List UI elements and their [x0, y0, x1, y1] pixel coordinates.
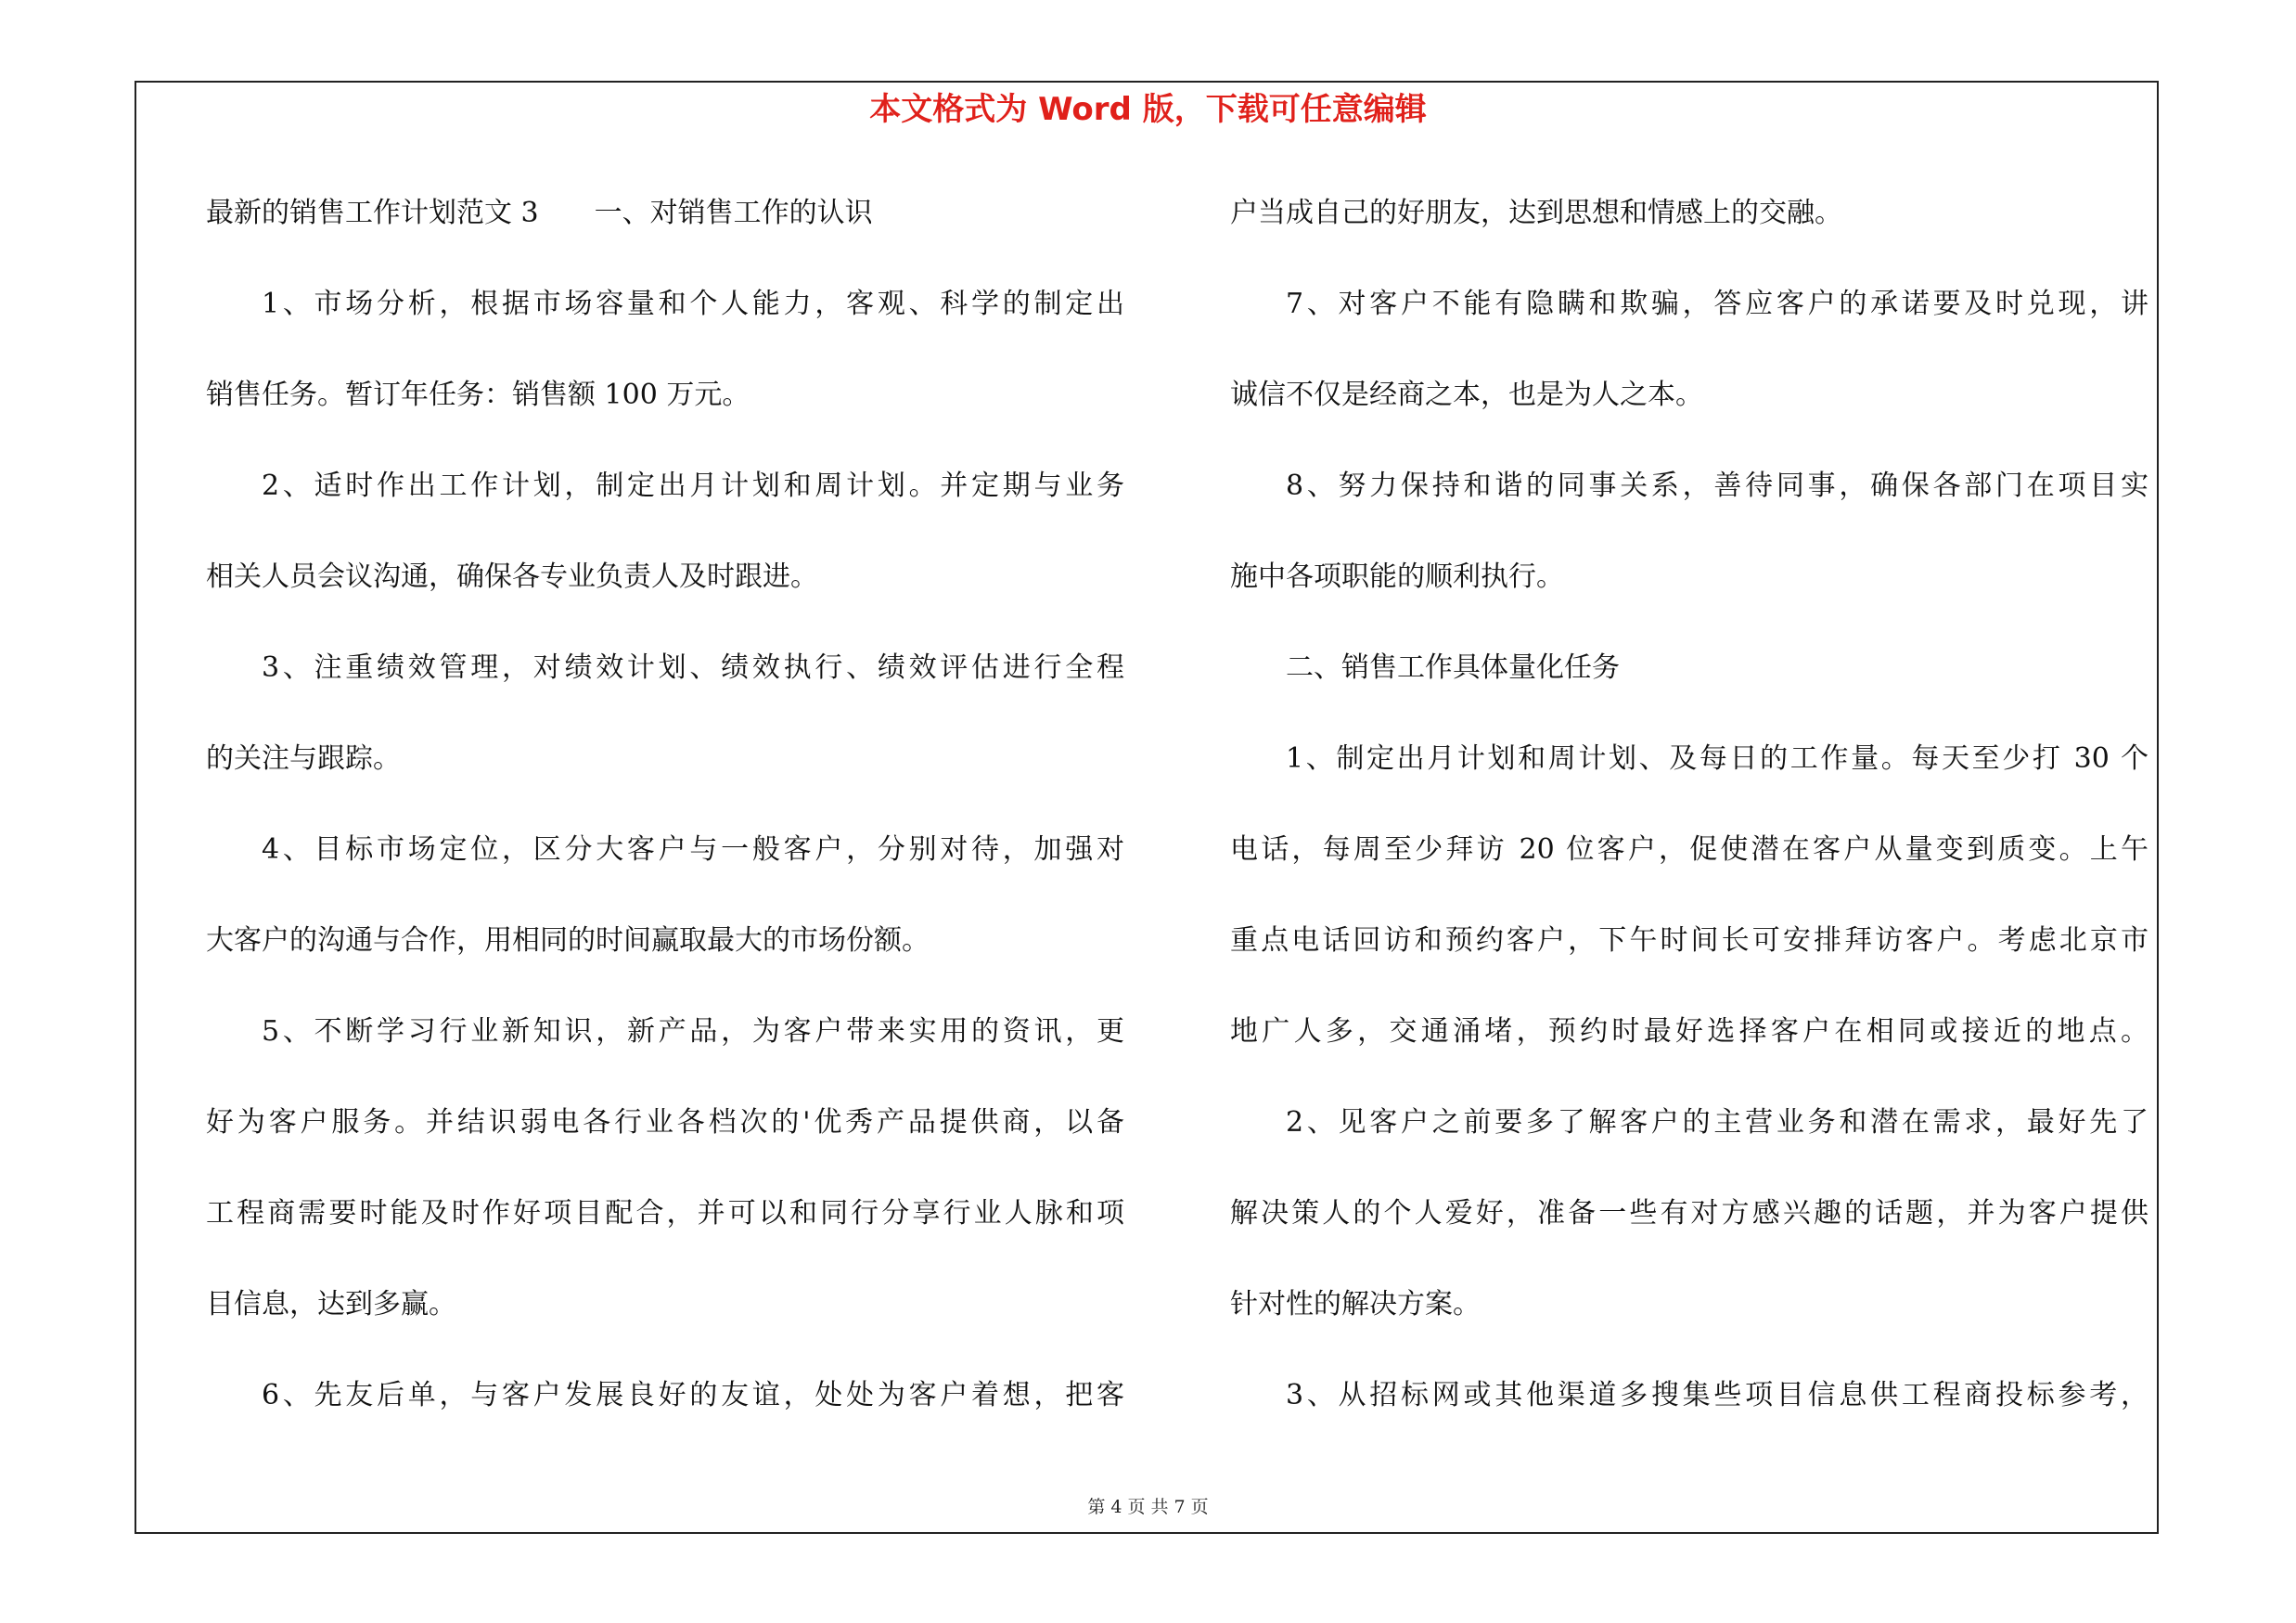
text-line: 好为客户服务。并结识弱电各行业各档次的'优秀产品提供商，以备 — [206, 1106, 1124, 1139]
text-line: 户当成自己的好朋友，达到思想和情感上的交融。 — [1230, 197, 1842, 229]
text-line: 地广人多，交通涌堵，预约时最好选择客户在相同或接近的地点。 — [1230, 1015, 2148, 1048]
section-heading: 二、销售工作具体量化任务 — [1286, 651, 1620, 684]
text-line: 4、目标市场定位，区分大客户与一般客户，分别对待，加强对 — [262, 833, 1124, 866]
right-column — [1230, 183, 2148, 1456]
text-line: 的关注与跟踪。 — [206, 742, 401, 775]
text-line: 解决策人的个人爱好，准备一些有对方感兴趣的话题，并为客户提供 — [1230, 1197, 2148, 1230]
text-line: 8、努力保持和谐的同事关系，善待同事，确保各部门在项目实 — [1286, 470, 2148, 502]
text-line: 重点电话回访和预约客户，下午时间长可安排拜访客户。考虑北京市 — [1230, 924, 2148, 957]
text-line: 3、从招标网或其他渠道多搜集些项目信息供工程商投标参考， — [1286, 1379, 2148, 1411]
text-line: 针对性的解决方案。 — [1230, 1288, 1481, 1320]
text-line: 1、市场分析，根据市场容量和个人能力，客观、科学的制定出 — [262, 288, 1124, 320]
text-line: 5、不断学习行业新知识，新产品，为客户带来实用的资讯，更 — [262, 1015, 1124, 1048]
text-line: 目信息，达到多赢。 — [206, 1288, 456, 1320]
text-line: 1、制定出月计划和周计划、及每日的工作量。每天至少打 30 个 — [1286, 742, 2148, 775]
text-line: 诚信不仅是经商之本，也是为人之本。 — [1230, 379, 1703, 411]
text-line: 2、适时作出工作计划，制定出月计划和周计划。并定期与业务 — [262, 470, 1124, 502]
page-number: 第 4 页 共 7 页 — [1087, 1497, 1209, 1517]
text-line: 最新的销售工作计划范文 3 一、对销售工作的认识 — [206, 197, 873, 229]
text-line: 施中各项职能的顺利执行。 — [1230, 560, 1564, 593]
text-line: 7、对客户不能有隐瞒和欺骗，答应客户的承诺要及时兑现，讲 — [1286, 288, 2148, 320]
text-line: 工程商需要时能及时作好项目配合，并可以和同行分享行业人脉和项 — [206, 1197, 1124, 1230]
word-format-banner: 本文格式为 Word 版，下载可任意编辑 — [869, 91, 1427, 128]
text-line: 3、注重绩效管理，对绩效计划、绩效执行、绩效评估进行全程 — [262, 651, 1124, 684]
text-line: 相关人员会议沟通，确保各专业负责人及时跟进。 — [206, 560, 818, 593]
text-line: 大客户的沟通与合作，用相同的时间赢取最大的市场份额。 — [206, 924, 930, 957]
text-line: 销售任务。暂订年任务：销售额 100 万元。 — [206, 379, 750, 411]
text-line: 电话，每周至少拜访 20 位客户，促使潜在客户从量变到质变。上午 — [1230, 833, 2148, 866]
text-line: 2、见客户之前要多了解客户的主营业务和潜在需求，最好先了 — [1286, 1106, 2148, 1139]
left-column — [206, 183, 1124, 1456]
text-line: 6、先友后单，与客户发展良好的友谊，处处为客户着想，把客 — [262, 1379, 1124, 1411]
